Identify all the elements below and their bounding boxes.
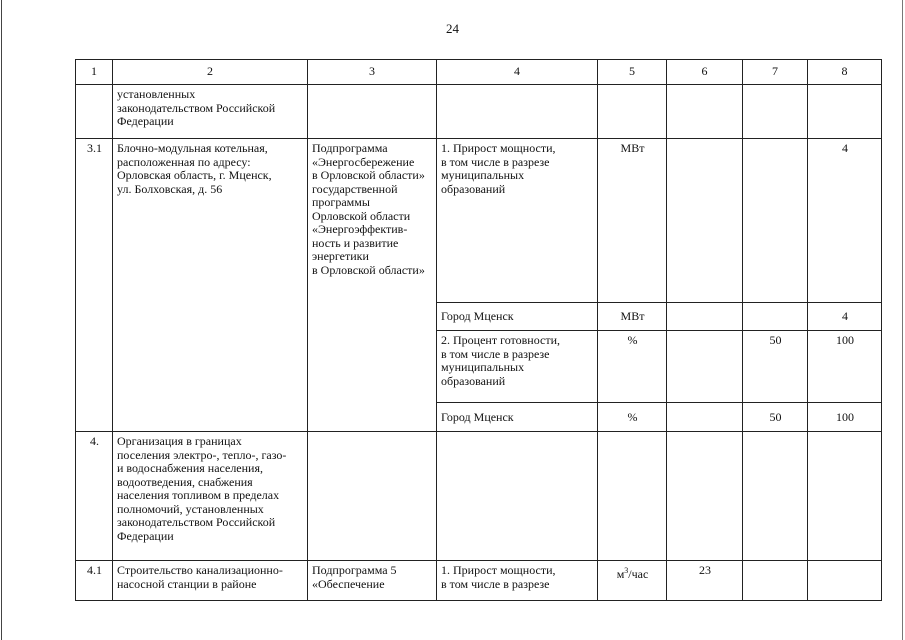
header-col-1: 1 xyxy=(76,60,113,85)
table-row xyxy=(76,561,882,601)
row-3-1-indicator: 1. Прирост мощности, в том числе в разрезе муниципальных образований xyxy=(437,139,598,303)
row-3-1-unit: МВт xyxy=(598,139,667,303)
header-col-3: 3 xyxy=(308,60,437,85)
mtsensk-2-indicator: Город Мценск xyxy=(437,403,598,432)
readiness-col7: 50 xyxy=(743,331,808,403)
readiness-col6 xyxy=(667,331,743,403)
row-3-1-col7 xyxy=(743,139,808,303)
row-4-1-unit xyxy=(598,561,667,601)
row-4-1-col8 xyxy=(808,561,882,601)
page-right-edge xyxy=(902,0,903,640)
readiness-unit: % xyxy=(598,331,667,403)
row-4-unit xyxy=(598,432,667,561)
program-table xyxy=(75,59,882,601)
mtsensk-1-col6 xyxy=(667,303,743,331)
cont-col6 xyxy=(667,85,743,139)
header-col-2: 2 xyxy=(113,60,308,85)
row-3-1-program: Подпрограмма «Энергосбережение в Орловской области» государственной программы Орловской области «Энергоэффектив- ность и развитие энергетики в Орловской области» xyxy=(308,139,437,432)
row-4-col7 xyxy=(743,432,808,561)
cont-num xyxy=(76,85,113,139)
mtsensk-2-unit: % xyxy=(598,403,667,432)
header-col-6: 6 xyxy=(667,60,743,85)
row-4-col8 xyxy=(808,432,882,561)
header-col-4: 4 xyxy=(437,60,598,85)
row-3-1-col8: 4 xyxy=(808,139,882,303)
cont-col7 xyxy=(743,85,808,139)
row-3-1-object: Блочно-модульная котельная, расположенная по адресу: Орловская область, г. Мценск, ул. Болховская, д. 56 xyxy=(113,139,308,432)
header-row xyxy=(76,60,882,85)
table-row xyxy=(76,432,882,561)
header-col-7: 7 xyxy=(743,60,808,85)
mtsensk-2-col7: 50 xyxy=(743,403,808,432)
readiness-indicator: 2. Процент готовности, в том числе в разрезе муниципальных образований xyxy=(437,331,598,403)
row-4-1-unit-base: м xyxy=(616,567,625,581)
cont-program xyxy=(308,85,437,139)
mtsensk-1-col7 xyxy=(743,303,808,331)
header-col-8: 8 xyxy=(808,60,882,85)
row-3-1-col6 xyxy=(667,139,743,303)
cont-col8 xyxy=(808,85,882,139)
mtsensk-2-col6 xyxy=(667,403,743,432)
table-row xyxy=(76,85,882,139)
row-4-indicator xyxy=(437,432,598,561)
page-number: 24 xyxy=(446,21,459,36)
cont-name: установленных законодательством Российской Федерации xyxy=(113,85,308,139)
readiness-col8: 100 xyxy=(808,331,882,403)
cont-indicator xyxy=(437,85,598,139)
cont-unit xyxy=(598,85,667,139)
mtsensk-2-col8: 100 xyxy=(808,403,882,432)
mtsensk-1-unit: МВт xyxy=(598,303,667,331)
row-4-col6 xyxy=(667,432,743,561)
mtsensk-1-indicator: Город Мценск xyxy=(437,303,598,331)
header-col-5: 5 xyxy=(598,60,667,85)
row-4-program xyxy=(308,432,437,561)
row-4-1-unit-rest: /час xyxy=(628,567,649,581)
row-4-number: 4. xyxy=(76,432,113,561)
row-4-1-col7 xyxy=(743,561,808,601)
row-4-1-object: Строительство канализационно- насосной станции в районе xyxy=(113,561,308,601)
table-row xyxy=(76,139,882,303)
row-3-1-number: 3.1 xyxy=(76,139,113,432)
row-4-1-indicator: 1. Прирост мощности, в том числе в разрезе xyxy=(437,561,598,601)
row-4-1-col6: 23 xyxy=(667,561,743,601)
mtsensk-1-col8: 4 xyxy=(808,303,882,331)
row-4-1-program: Подпрограмма 5 «Обеспечение xyxy=(308,561,437,601)
row-4-1-number: 4.1 xyxy=(76,561,113,601)
row-4-1-unit-sup: 3 xyxy=(624,566,629,575)
row-4-object: Организация в границах поселения электро-, тепло-, газо- и водоснабжения населения, водоотведения, снабжения населения топливом в пределах полномочий, установленных законодательством Российской Федерации xyxy=(113,432,308,561)
page-left-edge xyxy=(1,0,2,640)
